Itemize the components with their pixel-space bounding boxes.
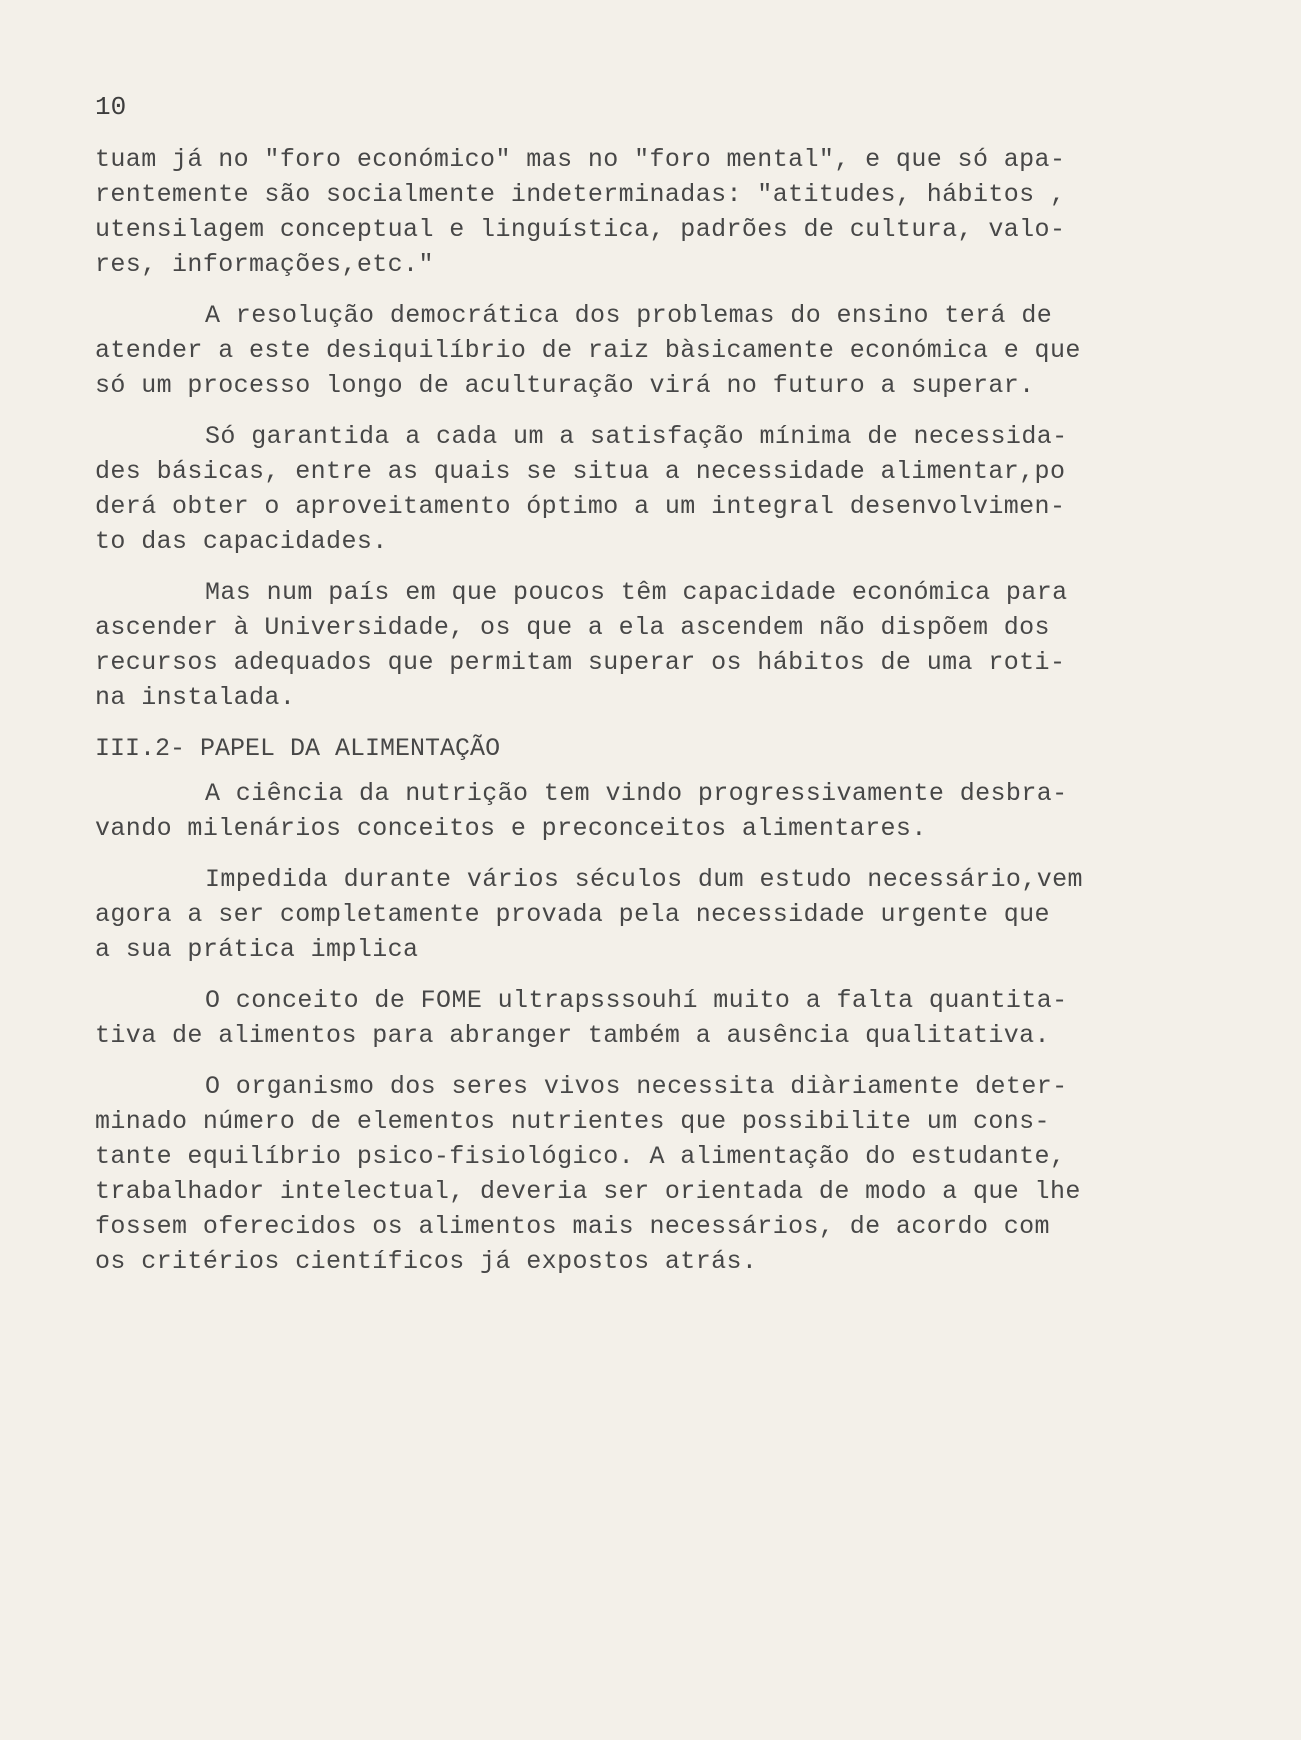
section-paragraphs [95, 776, 1155, 1279]
text-line: trabalhador intelectual, deveria ser orientada de modo a que lhe [95, 1177, 1081, 1206]
text-line: Só garantida a cada um a satisfação mínima de necessida- [205, 422, 1068, 451]
text-line: minado número de elementos nutrientes que possibilite um cons- [95, 1107, 1050, 1136]
text-line: Impedida durante vários séculos dum estudo necessário,vem [205, 865, 1083, 894]
paragraph [95, 983, 1155, 1053]
paragraph [95, 776, 1155, 846]
text-line: rentemente são socialmente indeterminadas: "atitudes, hábitos , [95, 180, 1066, 209]
text-line: ascender à Universidade, os que a ela ascendem não dispõem dos [95, 613, 1050, 642]
text-line: tante equilíbrio psico-fisiológico. A alimentação do estudante, [95, 1142, 1066, 1171]
text-line: na instalada. [95, 683, 296, 712]
text-line: tuam já no "foro económico" mas no "foro mental", e que só apa- [95, 145, 1066, 174]
text-line: to das capacidades. [95, 527, 388, 556]
paragraph [95, 1069, 1155, 1279]
page-number: 10 [95, 92, 127, 122]
text-line: recursos adequados que permitam superar os hábitos de uma roti- [95, 648, 1066, 677]
paragraph [95, 419, 1155, 559]
paragraph [95, 575, 1155, 715]
paragraph [95, 862, 1155, 967]
text-line: atender a este desiquilíbrio de raiz bàsicamente económica e que [95, 336, 1081, 365]
section-heading: III.2- PAPEL DA ALIMENTAÇÃO [95, 734, 501, 763]
paragraph [95, 298, 1155, 403]
text-line: tiva de alimentos para abranger também a ausência qualitativa. [95, 1021, 1050, 1050]
text-line: utensilagem conceptual e linguística, padrões de cultura, valo- [95, 215, 1066, 244]
text-line: os critérios científicos já expostos atrás. [95, 1247, 758, 1276]
text-line: O organismo dos seres vivos necessita diàriamente deter- [205, 1072, 1068, 1101]
intro-paragraphs [95, 142, 1155, 715]
text-line: só um processo longo de aculturação virá no futuro a superar. [95, 371, 1035, 400]
text-line: A ciência da nutrição tem vindo progressivamente desbra- [205, 779, 1068, 808]
text-line: fossem oferecidos os alimentos mais necessários, de acordo com [95, 1212, 1050, 1241]
text-line: derá obter o aproveitamento óptimo a um integral desenvolvimen- [95, 492, 1066, 521]
text-line: A resolução democrática dos problemas do ensino terá de [205, 301, 1053, 330]
text-line: Mas num país em que poucos têm capacidade económica para [205, 578, 1068, 607]
text-line: vando milenários conceitos e preconceitos alimentares. [95, 814, 927, 843]
text-line: res, informações,etc." [95, 250, 434, 279]
text-line: O conceito de FOME ultrapsssouhí muito a falta quantita- [205, 986, 1068, 1015]
document-body [95, 142, 1155, 1295]
text-line: des básicas, entre as quais se situa a necessidade alimentar,po [95, 457, 1066, 486]
text-line: agora a ser completamente provada pela necessidade urgente que [95, 900, 1050, 929]
text-line: a sua prática implica [95, 935, 419, 964]
paragraph [95, 142, 1155, 282]
